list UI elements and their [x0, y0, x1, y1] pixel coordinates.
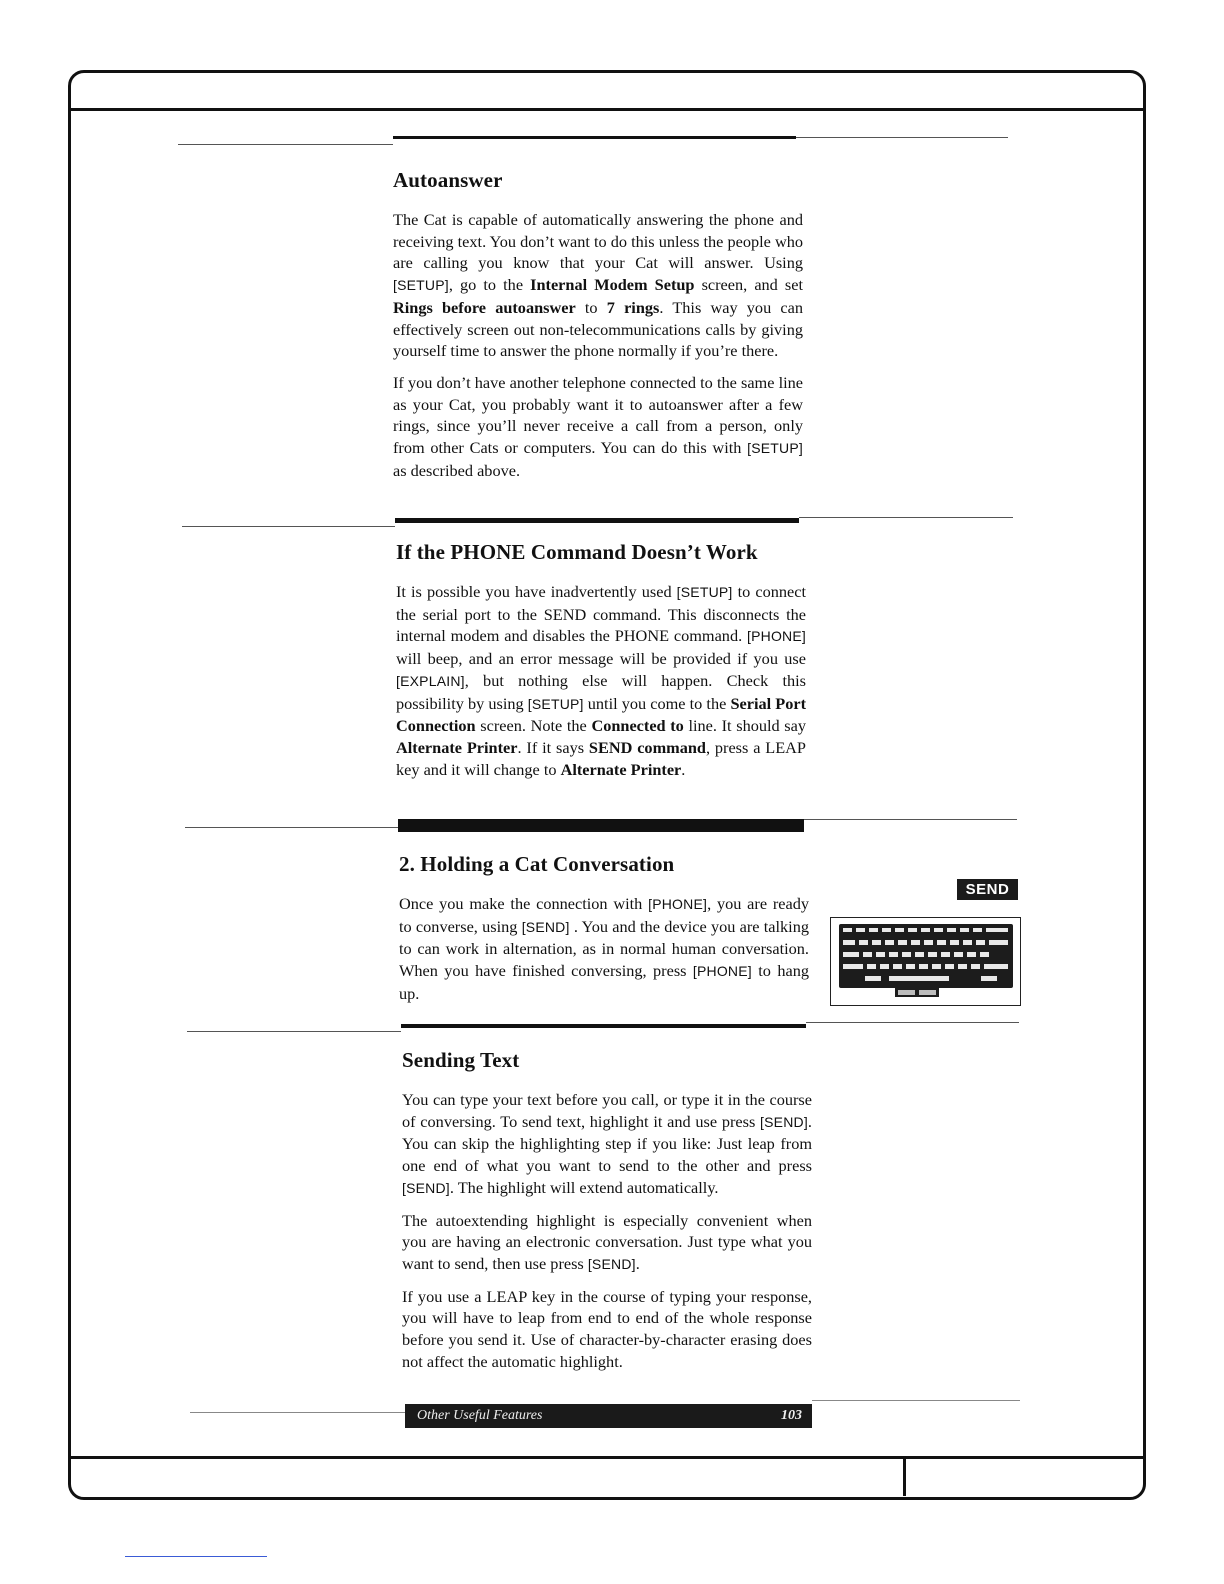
text-run: . You and the device you are talking to can work in alternation, as in normal human conversation. When you have finished conversing, press	[399, 916, 809, 981]
text-run: screen, and set	[694, 275, 804, 295]
paragraph	[402, 1210, 812, 1276]
key-name: [SETUP]	[676, 584, 733, 600]
text-run: , press a LEAP key and it will change to	[396, 737, 806, 779]
key-name: [EXPLAIN]	[396, 672, 465, 689]
separator-rule	[187, 1031, 401, 1032]
page-number: 103	[781, 1408, 802, 1423]
key-name: [PHONE]	[648, 896, 708, 912]
text-run: If you use a LEAP key in the course of typing your response, you will have to leap from end to end of the whole response before you send it. Use of character-by-character erasing does not affect the automatic highlight.	[402, 1286, 812, 1371]
text-run: to	[575, 297, 607, 317]
text-run: . You can skip the highlighting step if you like: Just leap from one end of what you want to send to the other and press	[402, 1111, 812, 1176]
text-run: . If it says	[517, 737, 589, 757]
section-phone-command	[396, 540, 806, 790]
key-name: [SEND]	[587, 1255, 636, 1272]
text-run: .	[681, 759, 686, 779]
paragraph	[393, 372, 803, 482]
separator-rule	[804, 819, 1017, 820]
keyboard-illustration	[830, 917, 1021, 1006]
separator-rule	[185, 827, 398, 828]
text-run: screen. Note the	[475, 716, 592, 736]
text-run: , but nothing else will happen. Check this possibility by using	[396, 670, 806, 713]
bold-term: Alternate Printer	[396, 737, 518, 757]
separator-bar	[395, 518, 799, 523]
key-name: [SEND]	[402, 1179, 450, 1196]
key-name: [SEND]	[760, 1113, 808, 1130]
separator-rule	[796, 137, 1008, 138]
bold-term: Internal Modem Setup	[530, 275, 695, 295]
section-holding-conversation	[399, 852, 809, 1015]
key-name: [SETUP]	[393, 277, 449, 294]
separator-bar	[393, 136, 796, 139]
bold-term: Rings before autoanswer	[393, 297, 576, 317]
text-run: line. It should say	[683, 716, 807, 736]
section-sending-text	[402, 1048, 812, 1382]
separator-rule	[190, 1412, 405, 1413]
text-run: until you come to the	[583, 693, 731, 713]
text-run: You can type your text before you call, or type it in the course of conversing. To send text, highlight it and use press	[402, 1090, 812, 1131]
text-run: to hang up.	[399, 961, 810, 1003]
send-key-badge: SEND	[957, 879, 1018, 900]
footer-title: Other Useful Features	[417, 1408, 543, 1423]
paragraph	[402, 1286, 812, 1373]
bold-term: SEND command	[588, 737, 706, 757]
text-run: to connect the serial port to the SEND command. This disconnects the internal modem and disables the PHONE command.	[396, 582, 806, 646]
paragraph	[399, 893, 809, 1005]
bold-term: Connected to	[591, 716, 684, 736]
text-run: Once you make the connection with	[399, 894, 649, 913]
text-run: . The highlight will extend automatically.	[449, 1177, 719, 1197]
section-heading: 2. Holding a Cat Conversation	[399, 852, 675, 876]
text-run: will beep, and an error message will be provided if you use	[396, 649, 806, 669]
section-heading: Autoanswer	[393, 168, 503, 192]
key-name: [PHONE]	[692, 963, 752, 980]
paragraph	[393, 209, 803, 362]
frame-bottom-rule	[68, 1456, 1146, 1459]
paragraph	[396, 581, 806, 780]
key-name: [SEND]	[521, 918, 570, 935]
frame-top-rule	[68, 108, 1146, 111]
separator-rule	[812, 1400, 1020, 1401]
separator-bar	[401, 1024, 806, 1028]
separator-rule	[806, 1022, 1019, 1023]
text-run: .	[635, 1253, 640, 1273]
separator-bar	[398, 819, 804, 832]
key-name: [SETUP]	[747, 440, 803, 457]
keyboard-icon	[831, 918, 1020, 1005]
bold-term: 7 rings	[606, 297, 660, 317]
text-run: The autoextending highlight is especially convenient when you are having an electronic conversation. Just type what you want to send, then use press	[402, 1210, 812, 1273]
section-heading: If the PHONE Command Doesn’t Work	[396, 540, 758, 564]
frame-divider	[903, 1458, 906, 1496]
section-autoanswer	[393, 168, 803, 491]
section-heading: Sending Text	[402, 1048, 520, 1072]
text-run: , go to the	[448, 275, 531, 295]
text-run: It is possible you have inadvertently used	[396, 582, 677, 601]
text-run: , you are ready to converse, using	[399, 894, 810, 936]
separator-rule	[182, 526, 395, 527]
text-run: . This way you can effectively screen out non-telecommunications calls by giving yourself time to answer the phone normally if you’re there.	[393, 297, 803, 361]
page-footer	[405, 1404, 812, 1428]
text-run: as described above.	[393, 460, 521, 480]
bold-term: Alternate Printer	[560, 759, 682, 779]
key-name: [SETUP]	[527, 695, 584, 712]
bold-term: Serial Port Connection	[396, 693, 807, 736]
text-run: The Cat is capable of automatically answering the phone and receiving text. You don’t want to do this unless the people who are calling you know that your Cat will answer. Using	[393, 210, 803, 273]
paragraph	[402, 1089, 812, 1200]
key-name: [PHONE]	[747, 628, 806, 645]
underline-link[interactable]	[125, 1556, 267, 1557]
separator-rule	[178, 144, 393, 145]
text-run: If you don’t have another telephone connected to the same line as your Cat, you probably want it to autoanswer after a few rings, since you’ll never receive a call from a person, only from other Cats or computers. You can do this with	[393, 372, 803, 458]
separator-rule	[799, 517, 1013, 518]
